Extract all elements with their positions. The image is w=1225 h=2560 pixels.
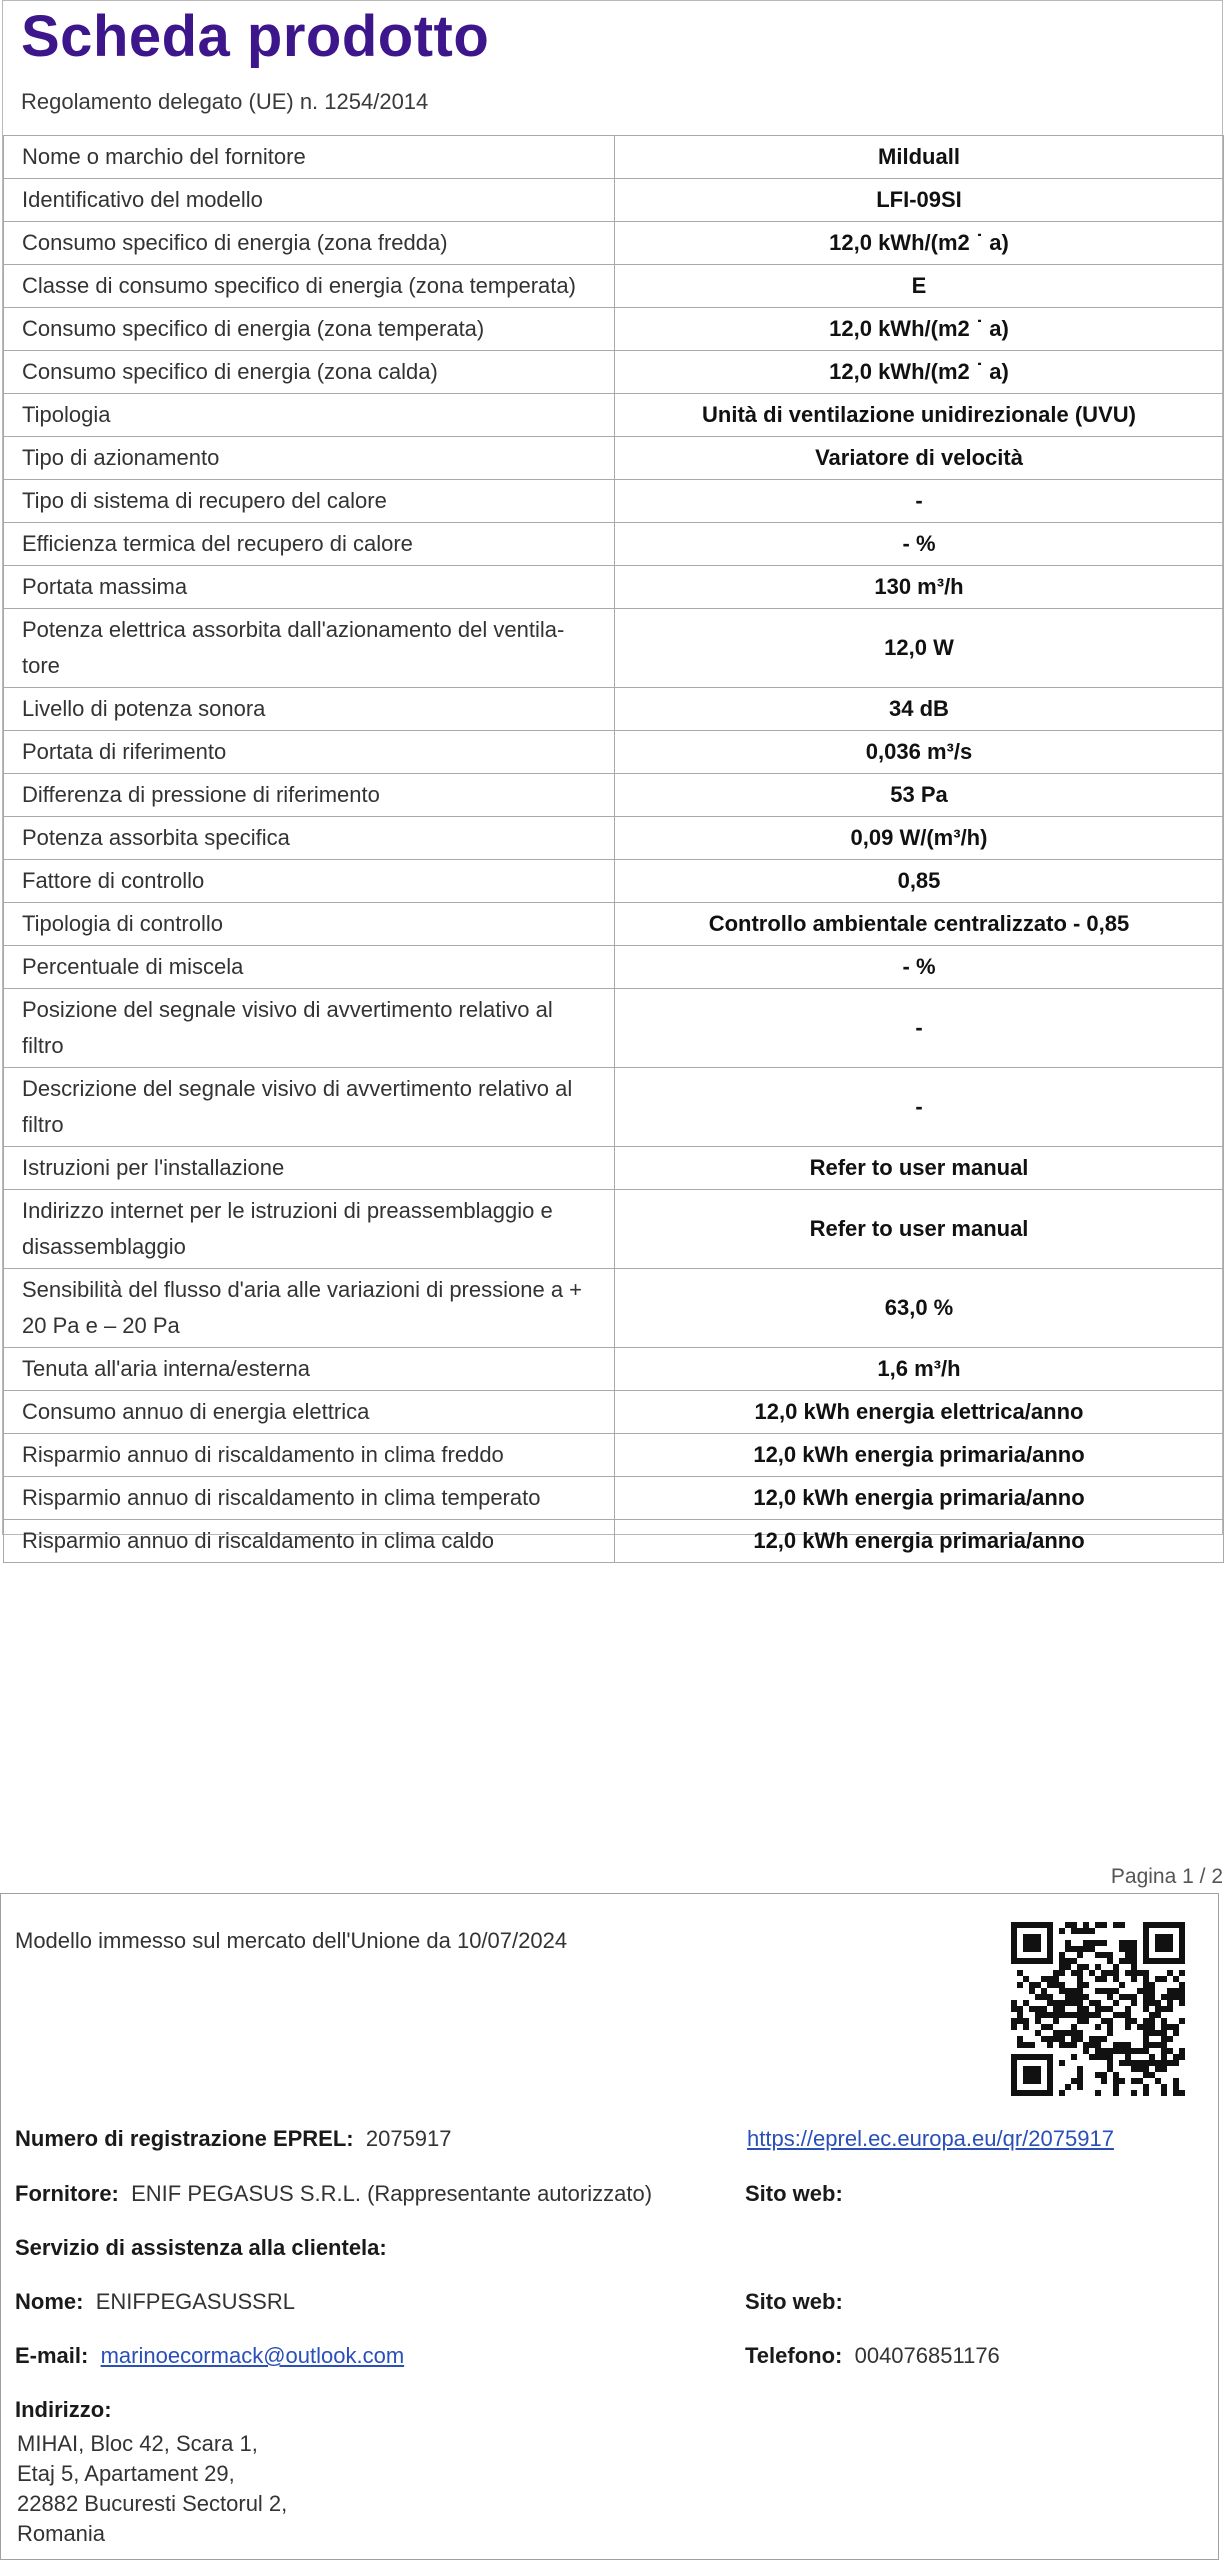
table-row (4, 1269, 1224, 1348)
spec-value: 12,0 kWh energia primaria/anno (615, 1434, 1224, 1477)
spec-label: Descrizione del segnale visivo di avvertimento relativo al filtro (4, 1068, 615, 1147)
spec-table (3, 135, 1224, 1563)
spec-value: 12,0 kWh energia elettrica/anno (615, 1391, 1224, 1434)
spec-label: Istruzioni per l'installazione (4, 1147, 615, 1190)
phone-value: 004076851176 (854, 2343, 1000, 2368)
table-row (4, 1477, 1224, 1520)
spec-value: 0,036 m³/s (615, 731, 1224, 774)
table-row (4, 136, 1224, 179)
customer-service-heading: Servizio di assistenza alla clientela: (15, 2235, 387, 2260)
table-row (4, 394, 1224, 437)
footer-info-box (0, 1893, 1219, 2560)
table-row (4, 437, 1224, 480)
table-row (4, 1434, 1224, 1477)
spec-value: 12,0 W (615, 609, 1224, 688)
spec-value: 130 m³/h (615, 566, 1224, 609)
table-row (4, 1147, 1224, 1190)
table-row (4, 903, 1224, 946)
name-label: Nome: (15, 2289, 84, 2314)
table-row (4, 351, 1224, 394)
spec-label: Fattore di controllo (4, 860, 615, 903)
spec-value: Milduall (615, 136, 1224, 179)
supplier-label: Fornitore: (15, 2181, 119, 2206)
table-row (4, 1348, 1224, 1391)
spec-value: 12,0 kWh/(m2 ˙ a) (615, 308, 1224, 351)
page-number: Pagina 1 / 2 (1110, 1865, 1223, 1888)
spec-label: Tipo di sistema di recupero del calore (4, 480, 615, 523)
spec-label: Potenza assorbita specifica (4, 817, 615, 860)
spec-value: 12,0 kWh energia primaria/anno (615, 1520, 1224, 1563)
spec-label: Portata di riferimento (4, 731, 615, 774)
spec-label: Tenuta all'aria interna/esterna (4, 1348, 615, 1391)
spec-label: Risparmio annuo di riscaldamento in clima freddo (4, 1434, 615, 1477)
spec-value: LFI-09SI (615, 179, 1224, 222)
spec-value: - (615, 989, 1224, 1068)
table-row (4, 523, 1224, 566)
phone-label: Telefono: (745, 2343, 843, 2368)
name-value: ENIFPEGASUSSRL (95, 2289, 295, 2314)
email-label: E-mail: (15, 2343, 89, 2368)
spec-label: Sensibilità del flusso d'aria alle variazioni di pressione a + 20 Pa e – 20 Pa (4, 1269, 615, 1348)
spec-label: Consumo specifico di energia (zona calda) (4, 351, 615, 394)
product-sheet (2, 0, 1223, 1553)
table-row (4, 774, 1224, 817)
spec-label: Identificativo del modello (4, 179, 615, 222)
table-row (4, 1520, 1224, 1563)
table-row (4, 860, 1224, 903)
spec-label: Consumo annuo di energia elettrica (4, 1391, 615, 1434)
address-line: Romania (17, 2521, 106, 2546)
market-date: Modello immesso sul mercato dell'Unione da 10/07/2024 (15, 1928, 568, 1953)
table-row (4, 731, 1224, 774)
table-row (4, 609, 1224, 688)
table-row (4, 688, 1224, 731)
address-block (17, 2429, 287, 2549)
spec-value: 0,85 (615, 860, 1224, 903)
spec-value: 53 Pa (615, 774, 1224, 817)
spec-value: Controllo ambientale centralizzato - 0,85 (615, 903, 1224, 946)
spec-value: 12,0 kWh/(m2 ˙ a) (615, 222, 1224, 265)
table-row (4, 222, 1224, 265)
eprel-label: Numero di registrazione EPREL: (15, 2126, 354, 2151)
spec-value: 34 dB (615, 688, 1224, 731)
address-label: Indirizzo: (15, 2397, 112, 2422)
spec-label: Nome o marchio del fornitore (4, 136, 615, 179)
spec-value: Unità di ventilazione unidirezionale (UVU) (615, 394, 1224, 437)
supplier-value: ENIF PEGASUS S.R.L. (Rappresentante autorizzato) (131, 2181, 653, 2206)
spec-label: Risparmio annuo di riscaldamento in clima caldo (4, 1520, 615, 1563)
spec-label: Classe di consumo specifico di energia (zona temperata) (4, 265, 615, 308)
spec-label: Risparmio annuo di riscaldamento in clima temperato (4, 1477, 615, 1520)
regulation-subtitle: Regolamento delegato (UE) n. 1254/2014 (21, 89, 429, 114)
spec-value: 12,0 kWh/(m2 ˙ a) (615, 351, 1224, 394)
spec-value: 1,6 m³/h (615, 1348, 1224, 1391)
spec-label: Efficienza termica del recupero di calore (4, 523, 615, 566)
table-row (4, 308, 1224, 351)
table-row (4, 566, 1224, 609)
spec-value: - (615, 1068, 1224, 1147)
qr-code-icon (1011, 1922, 1185, 2096)
spec-value: E (615, 265, 1224, 308)
spec-label: Potenza elettrica assorbita dall'azionamento del ventila-tore (4, 609, 615, 688)
address-line: 22882 Bucuresti Sectorul 2, (17, 2491, 288, 2516)
table-row (4, 265, 1224, 308)
spec-label: Tipo di azionamento (4, 437, 615, 480)
spec-value: - (615, 480, 1224, 523)
table-row (4, 1190, 1224, 1269)
website2-label: Sito web: (745, 2289, 843, 2314)
table-row (4, 989, 1224, 1068)
spec-label: Percentuale di miscela (4, 946, 615, 989)
table-row (4, 179, 1224, 222)
page-title: Scheda prodotto (21, 4, 490, 69)
table-row (4, 946, 1224, 989)
address-line: Etaj 5, Apartament 29, (17, 2461, 235, 2486)
spec-label: Portata massima (4, 566, 615, 609)
eprel-link[interactable]: https://eprel.ec.europa.eu/qr/2075917 (747, 2126, 1114, 2151)
spec-label: Consumo specifico di energia (zona temperata) (4, 308, 615, 351)
address-line: MIHAI, Bloc 42, Scara 1, (17, 2431, 258, 2456)
spec-value: Variatore di velocità (615, 437, 1224, 480)
table-row (4, 1391, 1224, 1434)
spec-label: Consumo specifico di energia (zona fredda) (4, 222, 615, 265)
spec-label: Indirizzo internet per le istruzioni di preassemblaggio e disassemblaggio (4, 1190, 615, 1269)
spec-value: Refer to user manual (615, 1147, 1224, 1190)
email-link[interactable]: marinoecormack@outlook.com (100, 2343, 405, 2368)
spec-value: - % (615, 946, 1224, 989)
spec-label: Posizione del segnale visivo di avvertimento relativo al filtro (4, 989, 615, 1068)
table-row (4, 1068, 1224, 1147)
spec-value: 12,0 kWh energia primaria/anno (615, 1477, 1224, 1520)
spec-label: Tipologia di controllo (4, 903, 615, 946)
spec-label: Differenza di pressione di riferimento (4, 774, 615, 817)
eprel-number: 2075917 (365, 2126, 452, 2151)
table-row (4, 480, 1224, 523)
spec-label: Livello di potenza sonora (4, 688, 615, 731)
spec-value: Refer to user manual (615, 1190, 1224, 1269)
website-label: Sito web: (745, 2181, 843, 2206)
spec-value: 63,0 % (615, 1269, 1224, 1348)
spec-value: 0,09 W/(m³/h) (615, 817, 1224, 860)
spec-value: - % (615, 523, 1224, 566)
spec-label: Tipologia (4, 394, 615, 437)
table-row (4, 817, 1224, 860)
